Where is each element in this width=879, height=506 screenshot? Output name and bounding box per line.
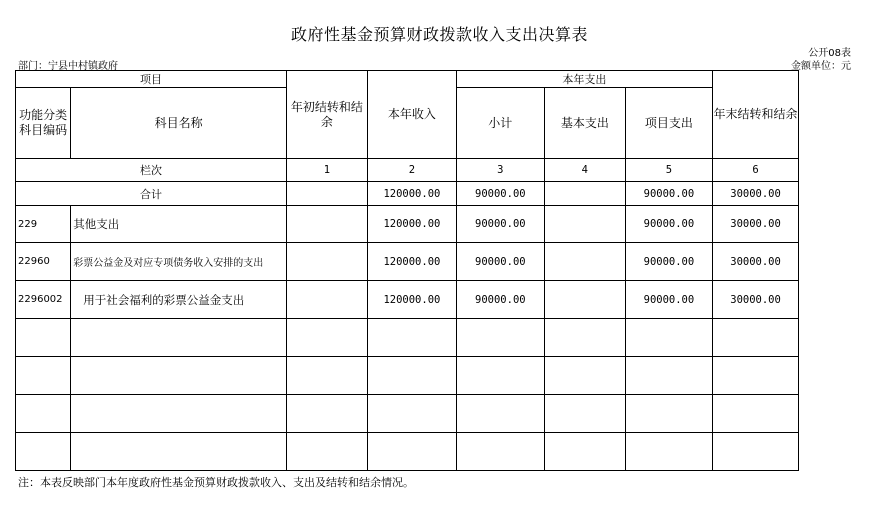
column-number-4: 4: [544, 159, 626, 182]
header-func-code: 功能分类科目编码: [16, 88, 71, 159]
header-begin-balance: 年初结转和结余: [287, 71, 368, 159]
row-income: 120000.00: [367, 243, 456, 281]
row-project: 90000.00: [626, 243, 713, 281]
header-income: 本年收入: [367, 71, 456, 159]
department-label: 部门：宁县中村镇政府: [18, 61, 118, 72]
total-row: [16, 182, 879, 206]
row-code: 229: [16, 206, 71, 243]
header-expense-group: 本年支出: [457, 71, 713, 88]
row-project: 90000.00: [626, 281, 713, 319]
row-code: 22960: [16, 243, 71, 281]
report-title: 政府性基金预算财政拨款收入支出决算表: [290, 25, 588, 44]
column-number-label: 栏次: [16, 159, 287, 182]
total-end-balance: 30000.00: [712, 182, 799, 206]
header-end-balance: 年末结转和结余: [712, 71, 799, 159]
total-begin-balance: [287, 182, 368, 206]
header-basic: 基本支出: [544, 88, 626, 159]
row-end-balance: 30000.00: [712, 281, 799, 319]
row-project: 90000.00: [626, 206, 713, 243]
header-project: 项目支出: [626, 88, 713, 159]
row-begin-balance: [287, 281, 368, 319]
table-row: [16, 206, 879, 243]
total-project: 90000.00: [626, 182, 713, 206]
header-subject-name: 科目名称: [71, 88, 287, 159]
row-begin-balance: [287, 206, 368, 243]
total-subtotal: 90000.00: [457, 182, 544, 206]
row-basic: [544, 281, 626, 319]
table-row: [16, 243, 879, 281]
total-income: 120000.00: [367, 182, 456, 206]
report-table: [15, 70, 879, 471]
currency-unit: 金额单位：元: [791, 61, 851, 72]
form-number: 公开08表: [808, 48, 851, 59]
total-label: 合计: [16, 182, 287, 206]
row-subtotal: 90000.00: [457, 206, 544, 243]
row-name: 其他支出: [71, 206, 287, 243]
header-item: 项目: [16, 71, 287, 88]
row-subtotal: 90000.00: [457, 243, 544, 281]
column-number-5: 5: [626, 159, 713, 182]
empty-row: [16, 395, 879, 433]
row-name: 彩票公益金及对应专项债务收入安排的支出: [71, 243, 287, 281]
column-number-2: 2: [367, 159, 456, 182]
row-code: 2296002: [16, 281, 71, 319]
row-basic: [544, 206, 626, 243]
empty-row: [16, 357, 879, 395]
table-row: [16, 281, 879, 319]
empty-row: [16, 319, 879, 357]
row-end-balance: 30000.00: [712, 243, 799, 281]
column-number-1: 1: [287, 159, 368, 182]
row-income: 120000.00: [367, 206, 456, 243]
row-subtotal: 90000.00: [457, 281, 544, 319]
footnote: 注：本表反映部门本年度政府性基金预算财政拨款收入、支出及结转和结余情况。: [18, 476, 414, 489]
column-number-3: 3: [457, 159, 544, 182]
row-begin-balance: [287, 243, 368, 281]
total-basic: [544, 182, 626, 206]
row-basic: [544, 243, 626, 281]
empty-row: [16, 433, 879, 471]
row-income: 120000.00: [367, 281, 456, 319]
row-name: 用于社会福利的彩票公益金支出: [71, 281, 287, 319]
row-end-balance: 30000.00: [712, 206, 799, 243]
column-number-6: 6: [712, 159, 799, 182]
header-subtotal: 小计: [457, 88, 544, 159]
